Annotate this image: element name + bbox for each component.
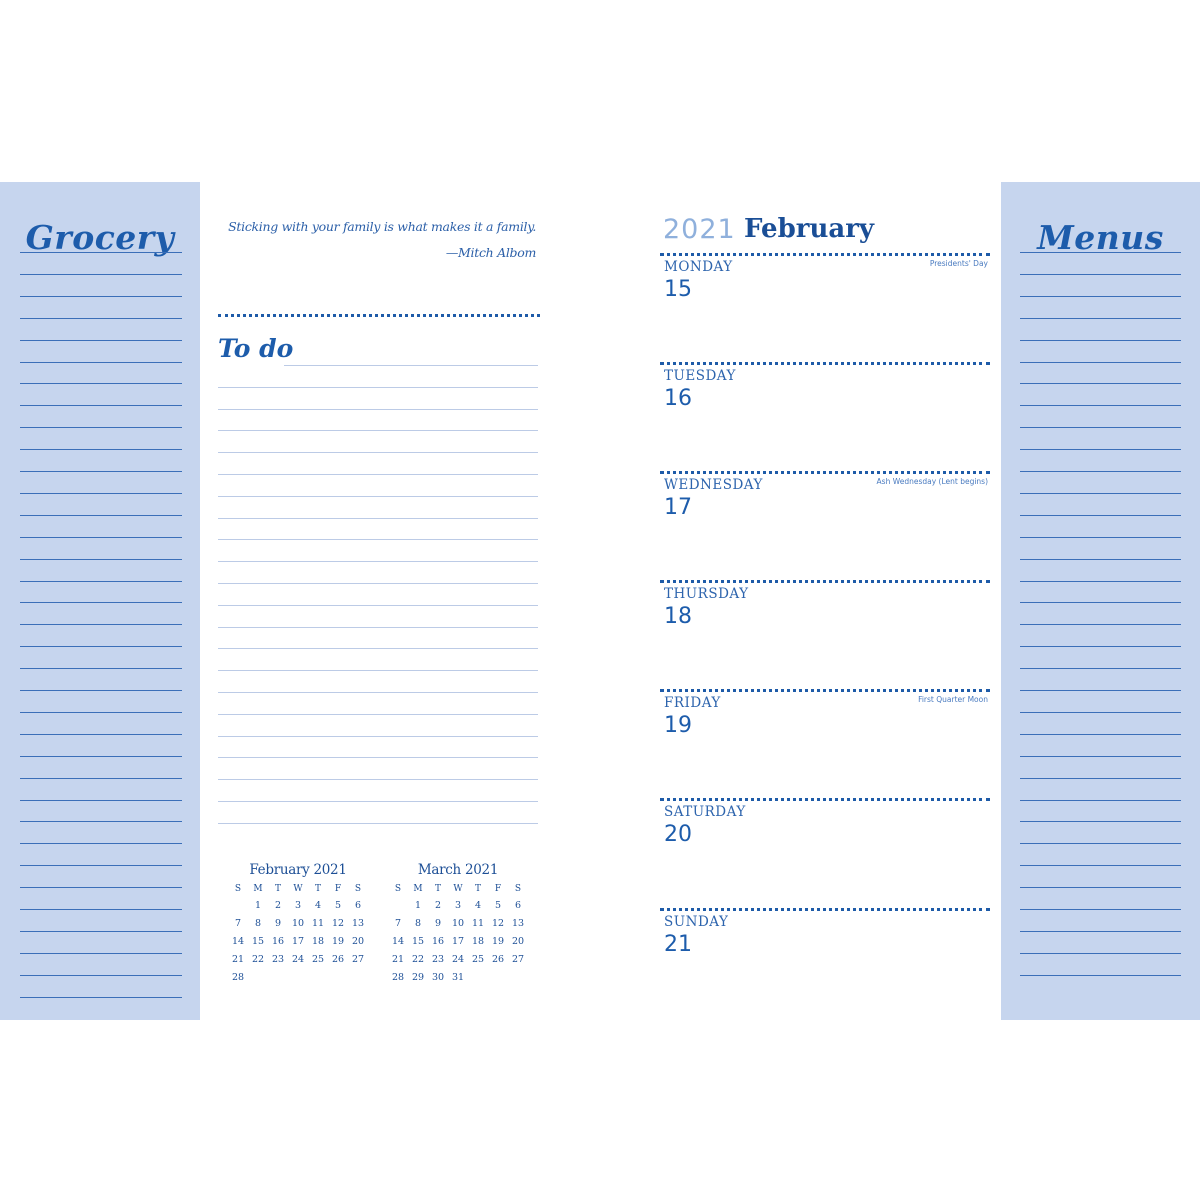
ruled-line [218,714,538,715]
day-divider [660,471,990,474]
ruled-line [20,581,182,582]
weekday-label: S [394,884,402,894]
ruled-line [218,474,538,475]
ruled-line [20,953,182,954]
calendar-week [388,950,528,968]
calendar-day [288,968,308,986]
calendar-day: 7 [234,917,242,929]
ruled-line [218,430,538,431]
calendar-week [228,968,368,986]
calendar-day: 14 [391,935,405,947]
calendar-day [388,896,408,914]
quote-text: Sticking with your family is what makes it a family. [228,219,536,234]
calendar-day: 9 [274,917,282,929]
calendar-day: 6 [514,899,522,911]
calendar-day: 3 [454,899,462,911]
day-note: First Quarter Moon [918,695,988,704]
grocery-panel [0,182,200,1020]
ruled-line [20,668,182,669]
day-divider [660,908,990,911]
left-page [200,182,620,1020]
ruled-line [1020,602,1181,603]
ruled-line [20,800,182,801]
ruled-line [20,362,182,363]
ruled-line [20,274,182,275]
ruled-line [20,756,182,757]
ruled-line [1020,865,1181,866]
right-page [640,182,1001,1020]
week-month: February [744,214,875,244]
calendar-day: 22 [251,953,265,965]
calendar-day: 16 [271,935,285,947]
day-monday[interactable] [660,253,990,362]
ruled-line [20,515,182,516]
day-divider [660,798,990,801]
ruled-line [218,387,538,388]
day-number: 20 [664,822,692,847]
calendar-week [388,932,528,950]
week-year: 2021 [663,214,736,245]
calendar-week [228,950,368,968]
weekday-label: S [234,884,242,894]
day-friday[interactable] [660,689,990,798]
day-note: Presidents' Day [929,259,988,268]
mini-calendar-march [388,862,528,986]
ruled-line [20,975,182,976]
ruled-line [1020,340,1181,341]
ruled-line [1020,427,1181,428]
calendar-day [248,968,268,986]
ruled-line [20,318,182,319]
calendar-day [328,968,348,986]
weekday-label: W [293,884,303,894]
calendar-day: 15 [251,935,265,947]
mini-calendar-title: February 2021 [249,862,347,878]
ruled-line [1020,712,1181,713]
day-thursday[interactable] [660,580,990,689]
calendar-day: 19 [491,935,505,947]
calendar-day: 25 [471,953,485,965]
calendar-day: 2 [274,899,282,911]
ruled-line [20,909,182,910]
ruled-line [218,736,538,737]
ruled-line [1020,887,1181,888]
calendar-day: 1 [414,899,422,911]
weekday-label: F [334,884,342,894]
calendar-day [488,968,508,986]
calendar-day: 24 [451,953,465,965]
ruled-line [1020,559,1181,560]
calendar-day: 7 [394,917,402,929]
calendar-day: 6 [354,899,362,911]
ruled-line [1020,931,1181,932]
ruled-line [1020,843,1181,844]
calendar-week [228,914,368,932]
ruled-line [20,559,182,560]
mini-calendar-grid [388,882,528,986]
calendar-day: 25 [311,953,325,965]
ruled-line [20,252,182,253]
day-sunday[interactable] [660,908,990,1017]
ruled-line [20,624,182,625]
ruled-line [218,561,538,562]
day-name: SATURDAY [664,804,746,820]
ruled-line [20,602,182,603]
ruled-line [218,496,538,497]
day-name: WEDNESDAY [664,477,763,493]
quote-divider [218,314,540,317]
ruled-line [218,539,538,540]
calendar-day: 30 [431,971,445,983]
calendar-day: 13 [511,917,525,929]
calendar-day: 21 [231,953,245,965]
day-divider [660,689,990,692]
calendar-week [228,932,368,950]
ruled-line [20,405,182,406]
ruled-line [1020,756,1181,757]
calendar-day: 20 [511,935,525,947]
calendar-day [468,968,488,986]
calendar-day: 1 [254,899,262,911]
calendar-day: 19 [331,935,345,947]
ruled-line [218,583,538,584]
calendar-day: 10 [451,917,465,929]
menus-panel [1001,182,1200,1020]
ruled-line [218,648,538,649]
ruled-line [20,821,182,822]
calendar-day: 17 [451,935,465,947]
ruled-line [218,627,538,628]
ruled-line [20,493,182,494]
planner-spread [0,182,1200,1020]
calendar-day: 8 [414,917,422,929]
ruled-line [1020,318,1181,319]
ruled-line [1020,515,1181,516]
calendar-day [308,968,328,986]
ruled-line [1020,362,1181,363]
weekday-label: T [314,884,321,894]
grocery-title: Grocery [25,218,175,257]
mini-calendar-grid [228,882,368,986]
day-name: TUESDAY [664,368,736,384]
ruled-line [20,296,182,297]
ruled-line [218,779,538,780]
ruled-line [20,865,182,866]
calendar-day: 5 [334,899,342,911]
calendar-day: 23 [271,953,285,965]
ruled-line [218,452,538,453]
weekday-label: F [494,884,502,894]
day-note: Ash Wednesday (Lent begins) [876,477,988,486]
calendar-day: 16 [431,935,445,947]
calendar-day: 18 [311,935,325,947]
ruled-line [218,801,538,802]
calendar-week [388,896,528,914]
ruled-line [20,997,182,998]
day-number: 19 [664,713,692,738]
ruled-line [1020,690,1181,691]
day-saturday[interactable] [660,798,990,907]
menus-title: Menus [1037,218,1164,257]
ruled-line [1020,624,1181,625]
ruled-line [1020,909,1181,910]
calendar-day: 26 [331,953,345,965]
calendar-day: 11 [471,917,485,929]
grocery-lines [20,252,182,1008]
calendar-day: 24 [291,953,305,965]
mini-calendar-february [228,862,368,986]
ruled-line [20,383,182,384]
ruled-line [1020,821,1181,822]
day-tuesday[interactable] [660,362,990,471]
ruled-line [20,646,182,647]
calendar-week [388,914,528,932]
calendar-day: 23 [431,953,445,965]
ruled-line [20,471,182,472]
ruled-line [1020,953,1181,954]
calendar-day: 12 [331,917,345,929]
ruled-line [284,365,538,366]
calendar-day: 28 [231,971,245,983]
calendar-day: 15 [411,935,425,947]
calendar-day: 18 [471,935,485,947]
calendar-day: 27 [511,953,525,965]
day-name: MONDAY [664,259,733,275]
weekday-label: T [474,884,481,894]
calendar-day: 28 [391,971,405,983]
calendar-week [388,968,528,986]
day-number: 17 [664,495,692,520]
calendar-day: 14 [231,935,245,947]
day-number: 18 [664,604,692,629]
calendar-day: 4 [314,899,322,911]
ruled-line [218,692,538,693]
ruled-line [20,712,182,713]
day-number: 16 [664,386,692,411]
ruled-line [1020,668,1181,669]
calendar-day: 5 [494,899,502,911]
day-number: 15 [664,277,692,302]
ruled-line [1020,800,1181,801]
calendar-day: 10 [291,917,305,929]
day-divider [660,362,990,365]
ruled-line [1020,581,1181,582]
day-name: THURSDAY [664,586,749,602]
ruled-line [1020,383,1181,384]
calendar-day: 2 [434,899,442,911]
ruled-line [1020,296,1181,297]
weekday-label: T [274,884,281,894]
ruled-line [218,605,538,606]
ruled-line [20,340,182,341]
ruled-line [218,518,538,519]
ruled-line [20,427,182,428]
calendar-day [228,896,248,914]
calendar-day [268,968,288,986]
calendar-day: 11 [311,917,325,929]
ruled-line [1020,646,1181,647]
calendar-day [508,968,528,986]
ruled-line [1020,274,1181,275]
ruled-line [218,823,538,824]
ruled-line [20,449,182,450]
ruled-line [1020,537,1181,538]
calendar-day: 26 [491,953,505,965]
quote [218,214,536,266]
todo-title: To do [218,334,294,363]
calendar-day: 17 [291,935,305,947]
ruled-line [1020,252,1181,253]
ruled-line [1020,734,1181,735]
menus-lines [1020,252,1181,1008]
calendar-day: 31 [451,971,465,983]
ruled-line [20,537,182,538]
ruled-line [20,778,182,779]
ruled-line [218,409,538,410]
ruled-line [1020,405,1181,406]
calendar-day: 29 [411,971,425,983]
weekday-label: T [434,884,441,894]
calendar-day: 12 [491,917,505,929]
day-number: 21 [664,932,692,957]
weekday-label: W [453,884,463,894]
day-divider [660,253,990,256]
ruled-line [20,843,182,844]
weekday-label: S [354,884,362,894]
ruled-line [1020,778,1181,779]
weekday-label: M [413,884,423,894]
calendar-week [228,896,368,914]
calendar-day: 4 [474,899,482,911]
ruled-line [20,931,182,932]
calendar-day: 9 [434,917,442,929]
ruled-line [218,757,538,758]
ruled-line [20,887,182,888]
weekday-label: M [253,884,263,894]
day-name: SUNDAY [664,914,729,930]
mini-calendar-title: March 2021 [417,862,499,878]
calendar-day [348,968,368,986]
day-divider [660,580,990,583]
ruled-line [218,670,538,671]
calendar-day: 20 [351,935,365,947]
quote-author: —Mitch Albom [445,245,536,260]
calendar-day: 8 [254,917,262,929]
todo-lines[interactable] [218,365,538,835]
calendar-day: 13 [351,917,365,929]
ruled-line [1020,471,1181,472]
calendar-day: 22 [411,953,425,965]
calendar-day: 3 [294,899,302,911]
day-wednesday[interactable] [660,471,990,580]
ruled-line [20,690,182,691]
ruled-line [1020,449,1181,450]
day-name: FRIDAY [664,695,721,711]
ruled-line [20,734,182,735]
ruled-line [1020,975,1181,976]
ruled-line [1020,493,1181,494]
calendar-day: 21 [391,953,405,965]
calendar-day: 27 [351,953,365,965]
weekday-label: S [514,884,522,894]
